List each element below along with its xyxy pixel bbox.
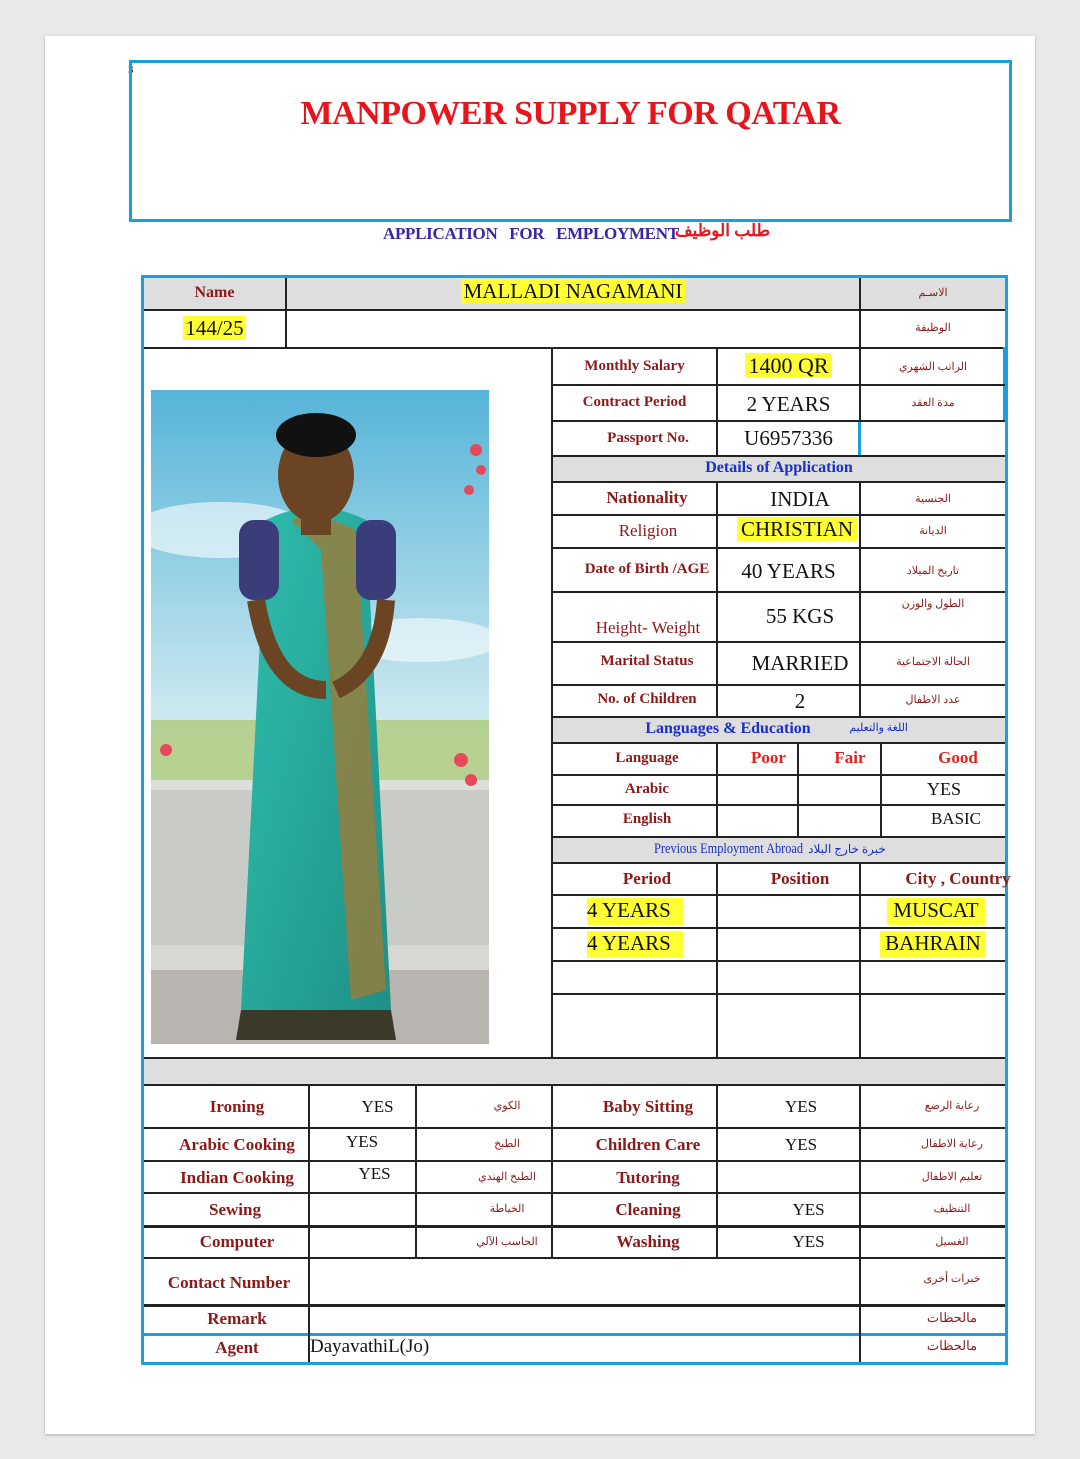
agent-label: Agent: [215, 1338, 259, 1357]
city-country-column-header: City , Country: [905, 869, 1011, 888]
contract-period-label-arabic: مدة العقد: [911, 397, 955, 409]
poor-column-header: Poor: [751, 748, 786, 767]
baby-sitting-value: YES: [784, 1097, 818, 1116]
name-value-cell: [287, 279, 859, 304]
marital-status-label-arabic: الحالة الاجتماعية: [896, 656, 970, 668]
sewing-label: Sewing: [209, 1200, 261, 1219]
religion-label-arabic: الديانة: [919, 525, 947, 537]
agent-value: DayavathiL(Jo): [310, 1336, 430, 1357]
arabic-cooking-label-arabic: الطبخ: [494, 1138, 520, 1150]
children-value: 2: [794, 689, 806, 713]
indian-cooking-label: Indian Cooking: [180, 1168, 294, 1187]
page-number: 3: [128, 64, 134, 76]
arabic-language-label: Arabic: [624, 781, 670, 797]
period-column-header: Period: [622, 869, 672, 888]
cleaning-label-arabic: التنظيف: [933, 1203, 971, 1215]
agent-label-arabic: مالحظات: [926, 1338, 978, 1353]
washing-label-arabic: الغسيل: [935, 1236, 969, 1248]
ironing-label-arabic: الكوي: [493, 1100, 521, 1112]
height-weight-label: Height- Weight: [595, 618, 701, 637]
fair-column-header: Fair: [834, 748, 866, 767]
nationality-label: Nationality: [606, 488, 688, 507]
marital-status-value: MARRIED: [751, 651, 849, 675]
cleaning-label: Cleaning: [615, 1200, 681, 1219]
religion-label: Religion: [618, 521, 678, 540]
language-column-header: Language: [615, 750, 679, 766]
arabic-cooking-label: Arabic Cooking: [179, 1135, 295, 1154]
children-care-value: YES: [784, 1135, 818, 1154]
contact-number-label: Contact Number: [167, 1273, 291, 1292]
applicant-photo: [151, 390, 489, 1044]
marital-status-label: Marital Status: [600, 653, 694, 669]
tutoring-label: Tutoring: [616, 1168, 680, 1187]
salary-value: 1400 QR: [745, 353, 831, 378]
remark-label: Remark: [207, 1309, 267, 1328]
religion-value-cell: [737, 517, 859, 542]
position-column-header: Position: [770, 869, 830, 888]
salary-label-arabic: الراتب الشهري: [898, 361, 968, 373]
languages-heading: Languages & Education: [645, 720, 811, 737]
salary-label: Monthly Salary: [584, 358, 685, 374]
employment-period-1: 4 YEARS: [587, 898, 683, 925]
position-label-arabic: الوظيفة: [915, 322, 951, 334]
children-label: No. of Children: [597, 691, 697, 707]
dob-label-arabic: تاريخ الميلاد: [906, 565, 960, 577]
title-box: [129, 60, 1012, 222]
languages-heading-arabic: اللغة والتعليم: [849, 722, 908, 734]
application-label-arabic: طلب الوظيف: [675, 221, 771, 240]
remark-label-arabic: مالحظات: [926, 1310, 978, 1325]
children-care-label: Children Care: [595, 1135, 701, 1154]
washing-label: Washing: [616, 1232, 680, 1251]
employment-period-2: 4 YEARS: [587, 931, 683, 958]
application-label: APPLICATION FOR EMPLOYMENT: [383, 224, 679, 243]
good-column-header: Good: [938, 748, 978, 767]
indian-cooking-value: YES: [358, 1164, 391, 1183]
sewing-label-arabic: الخياطة: [489, 1203, 525, 1215]
salary-value-cell: [718, 353, 859, 379]
religion-value: CHRISTIAN: [737, 517, 857, 541]
ironing-value: YES: [361, 1097, 394, 1116]
english-language-label: English: [622, 811, 672, 827]
passport-value: U6957336: [744, 426, 833, 450]
section-divider-bg: [144, 1058, 1005, 1085]
washing-value: YES: [792, 1232, 825, 1251]
computer-label-arabic: الحاسب الآلي: [476, 1236, 538, 1248]
employment-city-2: BAHRAIN: [880, 931, 986, 958]
indian-cooking-label-arabic: الطبخ الهندي: [478, 1171, 536, 1183]
name-label-arabic: الاسـم: [918, 287, 948, 299]
cleaning-value: YES: [792, 1200, 825, 1219]
reference-number: 144/25: [185, 316, 244, 340]
page-title: MANPOWER SUPPLY FOR QATAR: [300, 95, 841, 132]
ironing-label: Ironing: [209, 1097, 265, 1116]
dob-label: Date of Birth /AGE: [584, 561, 710, 577]
height-weight-label-arabic: الطول والوزن: [901, 598, 965, 610]
tutoring-label-arabic: تعليم الاطفال: [921, 1171, 983, 1183]
arabic-cooking-value: YES: [345, 1132, 379, 1151]
contract-period-value: 2 YEARS: [746, 392, 831, 416]
english-level-good: BASIC: [930, 809, 982, 828]
employment-heading-arabic: خبرة خارج البلاد: [808, 842, 886, 856]
nationality-label-arabic: الجنسية: [915, 493, 951, 505]
arabic-level-good: YES: [926, 779, 961, 799]
name-value: MALLADI NAGAMANI: [461, 279, 686, 303]
baby-sitting-label: Baby Sitting: [602, 1097, 694, 1116]
height-weight-value: 55 KGS: [765, 604, 835, 628]
contract-period-label: Contract Period: [582, 394, 687, 410]
children-label-arabic: عدد الاطفال: [905, 694, 961, 706]
name-label: Name: [194, 284, 235, 301]
passport-label: Passport No.: [607, 430, 689, 446]
details-heading: Details of Application: [705, 459, 853, 476]
contact-number-label-arabic: خبرات أخرى: [923, 1273, 981, 1285]
employment-city-1: MUSCAT: [887, 898, 985, 925]
employment-heading: Previous Employment Abroad: [654, 841, 803, 857]
reference-cell: [144, 316, 285, 341]
children-care-label-arabic: رعاية الاطفال: [921, 1138, 983, 1150]
dob-value: 40 YEARS: [741, 559, 836, 583]
computer-label: Computer: [199, 1232, 275, 1251]
baby-sitting-label-arabic: رعاية الرضع: [924, 1100, 980, 1112]
nationality-value: INDIA: [770, 487, 830, 511]
